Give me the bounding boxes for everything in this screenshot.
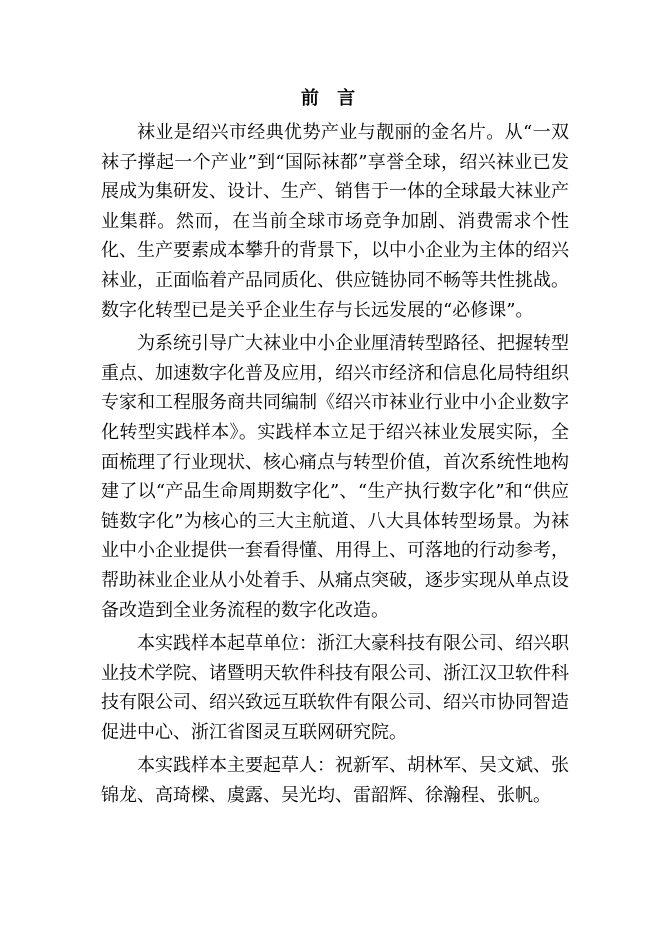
document-body [101,118,569,815]
paragraph-purpose: 为系统引导广大袜业中小企业厘清转型路径、把握转型重点、加速数字化普及应用，绍兴市经济和信息化局特组织专家和工程服务商共同编制《绍兴市袜业行业中小企业数字化转型实践样本》。实践样本立足于绍兴袜业发展实际，全面梳理了行业现状、核心痛点与转型价值，首次系统性地构建了以“产品生命周期数字化”、“生产执行数字化”和“供应链数字化”为核心的三大主航道、八大具体转型场景。为袜业中小企业提供一套看得懂、用得上、可落地的行动参考，帮助袜业企业从小处着手、从痛点突破，逐步实现从单点设备改造到全业务流程的数字化改造。 [101,333,569,621]
paragraph-drafting-units: 本实践样本起草单位：浙江大豪科技有限公司、绍兴职业技术学院、诸暨明天软件科技有限公司、浙江汉卫软件科技有限公司、绍兴致远互联软件有限公司、绍兴市协同智造促进中心、浙江省图灵互联网研究院。 [101,633,569,743]
paragraph-drafters: 本实践样本主要起草人：祝新军、胡林军、吴文斌、张锦龙、高琦樑、虞露、吴光均、雷韶辉、徐瀚程、张帆。 [101,755,569,807]
paragraph-intro: 袜业是绍兴市经典优势产业与靓丽的金名片。从“一双袜子撑起一个产业”到“国际袜都”享誉全球，绍兴袜业已发展成为集研发、设计、生产、销售于一体的全球最大袜业产业集群。然而，在当前全球市场竞争加剧、消费需求个性化、生产要素成本攀升的背景下，以中小企业为主体的绍兴袜业，正面临着产品同质化、供应链协同不畅等共性挑战。数字化转型已是关乎企业生存与长远发展的“必修课”。 [101,122,569,321]
page-title: 前 言 [300,88,362,109]
